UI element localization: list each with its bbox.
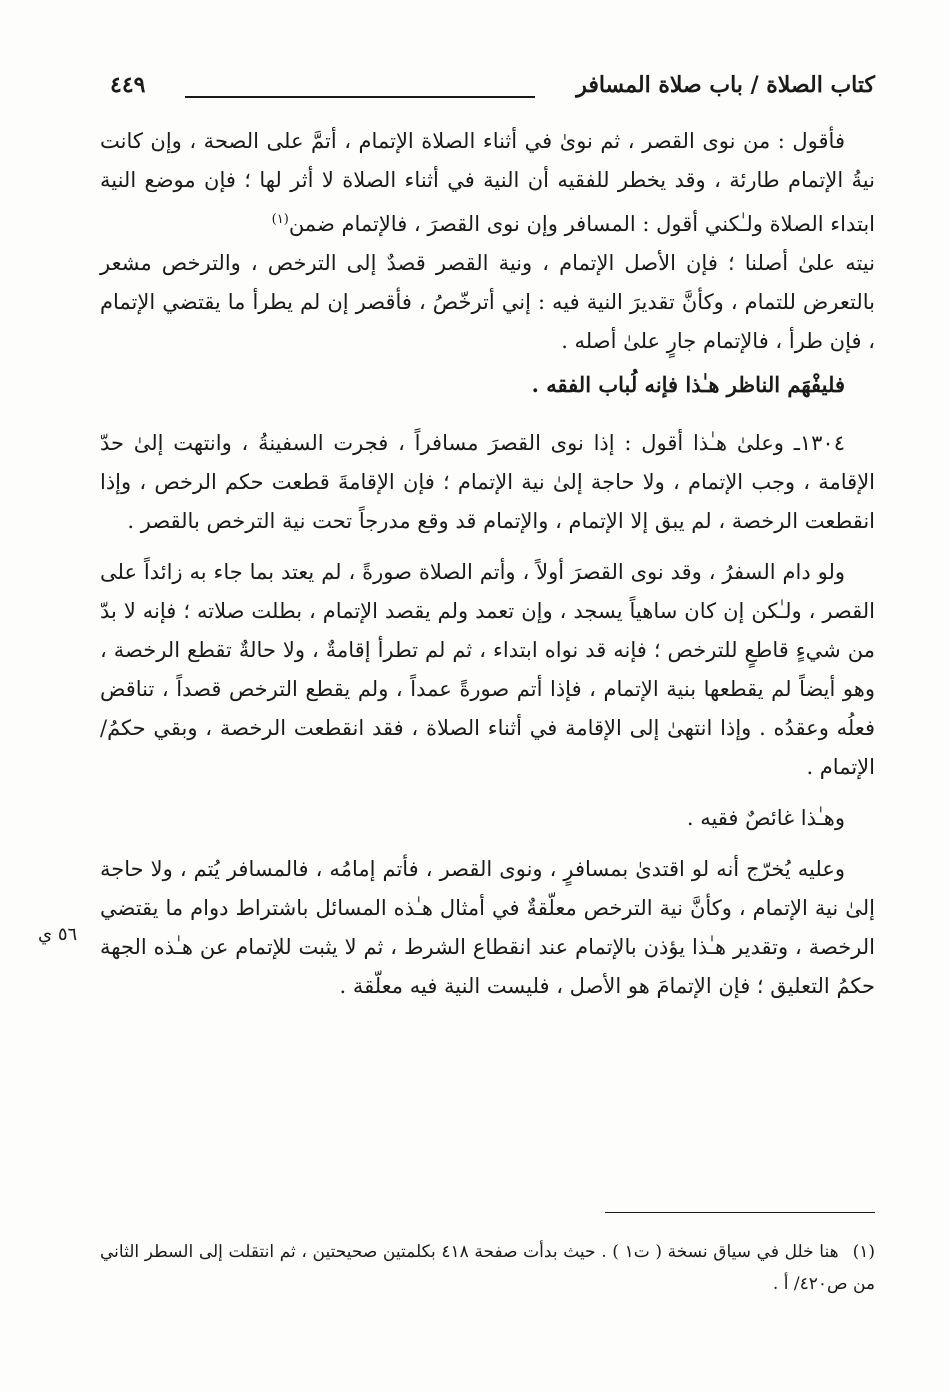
footnote [100, 1236, 875, 1300]
footnote-number: (١) [852, 1242, 875, 1262]
paragraph-1304: ١٣٠٤ـ وعلىٰ هـٰذا أقول : إذا نوى القصرَ مسافراً ، فجرت السفينةُ ، وانتهت إلىٰ حدّ الإقامة ، وجب الإتمام ، ولا حاجة إلىٰ نية الإتمام ؛ فإن الإقامةَ قطعت حكم الرخص ، وإذا انقطعت الرخصة ، لم يبق إلا الإتمام ، والإتمام قد وقع مدرجاً تحت نية الترخص بالقصر . [100, 431, 875, 533]
page-number: ٤٤٩ [110, 72, 146, 98]
main-text [100, 122, 875, 1006]
footnote-text: هنا خلل في سياق نسخة ( ت١ ) . حيث بدأت صفحة ٤١٨ بكلمتين صحيحتين ، ثم انتقلت إلى السطر الثاني من ص٤٢٠/ أ . [100, 1242, 875, 1294]
paragraph-1 [100, 122, 875, 244]
footnote-rule [605, 1212, 875, 1213]
header-rule [185, 96, 535, 98]
emphasis-line: فليفْهَم الناظر هـٰذا فإنه لُباب الفقه . [531, 372, 845, 397]
running-header [110, 68, 875, 108]
footnote-reference: (١) [271, 212, 289, 227]
manuscript-margin-note: ٥٦ ي [38, 924, 78, 945]
paragraph-6: وعليه يُخرّج أنه لو اقتدىٰ بمسافرٍ ، ونوى القصر ، فأتم إمامُه ، فالمسافر يُتم ، ولا حاجة إلىٰ نية الإتمام ، وكأنَّ نية الترخص معلّقةٌ في أمثال هـٰذه المسائل باشتراط دوام ما يقتضي الرخصة ، وتقدير هـٰذا يؤذن بالإتمام عند انقطاع الشرط ، ثم لا يثبت للإتمام عن هـٰذه الجهة حكمُ التعليق ؛ فإن الإتمامَ هو الأصل ، فليست النية فيه معلّقة . [100, 857, 875, 998]
paragraph-1-text: فأقول : من نوى القصر ، ثم نوىٰ في أثناء الصلاة الإتمام ، أتمَّ على الصحة ، وإن كانت نيةُ الإتمام طارئة ، وقد يخطر للفقيه أن النية في أثناء الصلاة لا أثر لها ؛ فإن موضع النية ابتداء الصلاة ولـٰكني أقول : المسافر وإن نوى القصرَ ، فالإتمام ضمن [100, 129, 875, 236]
paragraph-5: وهـٰذا غائصٌ فقيه . [686, 806, 845, 830]
paragraph-2: نيته علىٰ أصلنا ؛ فإن الأصل الإتمام ، ونية القصر قصدٌ إلى الترخص ، والترخص مشعر بالتعرض للتمام ، وكأنَّ تقديرَ النية فيه : إني أترخّصُ ، فأقصر إن لم يطرأ ما يقتضي الإتمام ، فإن طرأ ، فالإتمام جارٍ علىٰ أصله . [100, 251, 875, 353]
paragraph-4: ولو دام السفرُ ، وقد نوى القصرَ أولاً ، وأتم الصلاة صورةً ، لم يعتد بما جاء به زائداً على القصر ، ولـٰكن إن كان ساهياً يسجد ، وإن تعمد ولم يقصد الإتمام ، بطلت صلاته ؛ فإنه لا بدّ من شيءٍ قاطعٍ للترخص ؛ فإنه قد نواه ابتداء ، ثم لم تطرأ إقامةٌ ، ولا حالةٌ تقطع الرخصة ، وهو أيضاً لم يقطعها بنية الإتمام ، فإذا أتم صورةً عمداً ، ولم يقطع الترخص قصداً ، تناقض فعلُه وعقدُه . وإذا انتهىٰ إلى الإقامة في أثناء الصلاة ، فقد انقطعت الرخصة ، وبقي حكمُ/ الإتمام . [100, 560, 875, 779]
chapter-title: كتاب الصلاة / باب صلاة المسافر [576, 72, 875, 98]
